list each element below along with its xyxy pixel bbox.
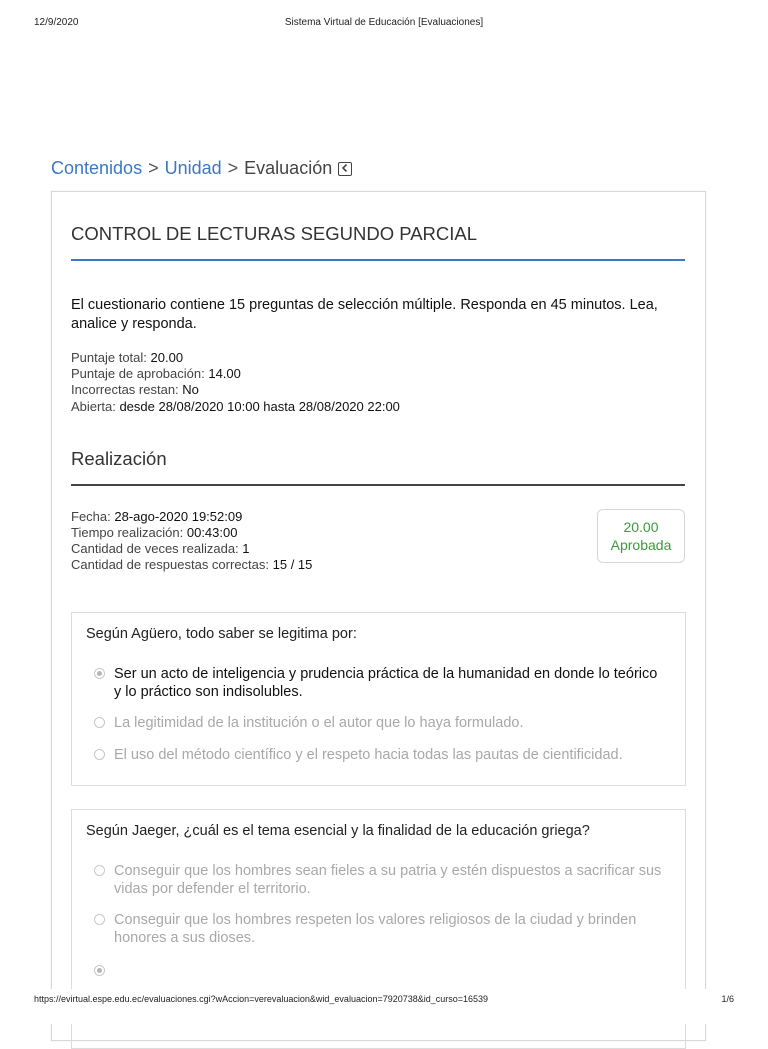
breadcrumb	[51, 158, 352, 179]
detail-fecha: Fecha: 28-ago-2020 19:52:09	[71, 509, 243, 524]
print-title: Sistema Virtual de Educación [Evaluaciones]	[284, 17, 484, 28]
option-text: Conseguir que los hombres respeten los valores religiosos de la ciudad y brinden honores a sus dioses.	[114, 912, 637, 946]
detail-tiempo: Tiempo realización: 00:43:00	[71, 525, 238, 540]
print-page-number: 1/6	[721, 994, 734, 1004]
realizacion-title: Realización	[71, 448, 167, 469]
back-icon[interactable]	[338, 162, 352, 176]
question-text: Según Jaeger, ¿cuál es el tema esencial y la finalidad de la educación griega?	[86, 823, 590, 839]
answer-option[interactable]	[94, 746, 664, 764]
detail-abierta: Abierta: desde 28/08/2020 10:00 hasta 28/08/2020 22:00	[71, 399, 400, 414]
radio-checked-icon[interactable]	[94, 965, 105, 976]
answer-option[interactable]	[94, 714, 664, 732]
evaluation-title: CONTROL DE LECTURAS SEGUNDO PARCIAL	[71, 223, 478, 244]
radio-icon[interactable]	[94, 717, 105, 728]
radio-checked-icon[interactable]	[94, 668, 105, 679]
print-date: 12/9/2020	[34, 17, 79, 28]
title-divider	[71, 259, 685, 261]
question-text: Según Agüero, todo saber se legitima por:	[86, 626, 357, 642]
radio-icon[interactable]	[94, 914, 105, 925]
answer-option[interactable]	[94, 665, 664, 701]
answer-option[interactable]	[94, 862, 664, 898]
option-text: Conseguir que los hombres sean fieles a su patria y estén dispuestos a sacrificar sus vidas por defender el territorio.	[114, 863, 662, 897]
detail-incorrectas-restan: Incorrectas restan: No	[71, 382, 199, 397]
print-url: https://evirtual.espe.edu.ec/evaluaciones.cgi?wAccion=verevaluacion&wid_evaluacion=7920738&id_curso=16539	[34, 994, 489, 1004]
score-value: 20.00	[623, 519, 659, 535]
evaluation-description: El cuestionario contiene 15 preguntas de selección múltiple. Responda en 45 minutos. Lea, analice y responda.	[71, 297, 658, 332]
breadcrumb-contenidos[interactable]: Contenidos	[51, 158, 143, 178]
realizacion-divider	[71, 484, 685, 486]
detail-puntaje-total: Puntaje total: 20.00	[71, 350, 184, 365]
breadcrumb-unidad[interactable]: Unidad	[164, 158, 222, 178]
radio-icon[interactable]	[94, 749, 105, 760]
detail-correctas: Cantidad de respuestas correctas: 15 / 15	[71, 557, 313, 572]
option-text: Ser un acto de inteligencia y prudencia práctica de la humanidad en donde lo teórico y lo práctico son indisolubles.	[114, 666, 658, 700]
option-text: La legitimidad de la institución o el autor que lo haya formulado.	[114, 715, 524, 731]
answer-option[interactable]	[94, 962, 664, 976]
detail-veces: Cantidad de veces realizada: 1	[71, 541, 250, 556]
breadcrumb-current: Evaluación	[244, 158, 333, 178]
score-badge	[597, 509, 685, 563]
breadcrumb-separator: >	[148, 158, 159, 178]
radio-icon[interactable]	[94, 865, 105, 876]
option-text: El uso del método científico y el respeto hacia todas las pautas de cientificidad.	[114, 747, 623, 763]
answer-option[interactable]	[94, 911, 664, 947]
score-status: Aprobada	[610, 537, 672, 553]
detail-puntaje-aprobacion: Puntaje de aprobación: 14.00	[71, 366, 241, 381]
breadcrumb-separator: >	[227, 158, 239, 178]
